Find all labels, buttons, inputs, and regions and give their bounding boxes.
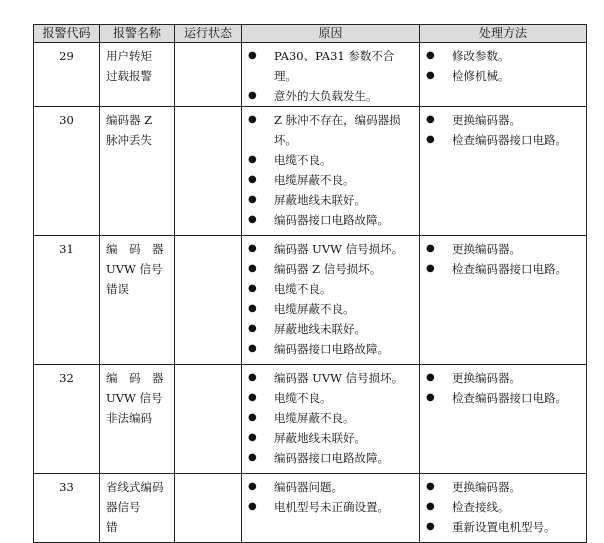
cause-item: ● 编码器接口电路故障。 — [242, 448, 419, 468]
alarm-name-line: 用户转矩 — [106, 49, 152, 63]
cause-item: ● 电缆不良。 — [242, 150, 419, 170]
bullet-icon: ● — [248, 90, 257, 101]
cause-item: ● 屏蔽地线未联好。 — [242, 428, 419, 448]
remedy-cell — [420, 43, 587, 107]
cause-item: ● 电缆屏蔽不良。 — [242, 299, 419, 319]
cause-item: ● 编码器 UVW 信号损坏。 — [242, 239, 419, 259]
remedy-item: ● 更换编码器。 — [420, 477, 586, 497]
cause-item: ● 编码器接口电路故障。 — [242, 210, 419, 230]
bullet-icon: ● — [426, 243, 435, 254]
header-run-state: 运行状态 — [175, 25, 242, 43]
bullet-icon: ● — [248, 114, 257, 125]
bullet-icon: ● — [248, 243, 257, 254]
bullet-icon: ● — [426, 134, 435, 145]
alarm-name-line: 省线式编码 — [106, 480, 164, 494]
alarm-code-cell: 30 — [34, 107, 100, 236]
alarm-code-cell: 33 — [34, 474, 100, 543]
cause-cell — [242, 236, 420, 365]
cause-item: ● 编码器问题。 — [242, 477, 419, 497]
bullet-icon: ● — [426, 372, 435, 383]
cause-item: ● Z 脉冲不存在，编码器损坏。 — [242, 110, 419, 150]
run-state-cell — [175, 107, 242, 236]
alarm-name-line: 过载报警 — [106, 69, 152, 83]
bullet-icon: ● — [248, 174, 257, 185]
cause-item: ● 编码器 Z 信号损坏。 — [242, 259, 419, 279]
remedy-cell — [420, 107, 587, 236]
bullet-icon: ● — [248, 263, 257, 274]
remedy-item: ● 检查接线。 — [420, 497, 586, 517]
bullet-icon: ● — [248, 154, 257, 165]
table-row — [34, 474, 587, 543]
cause-item: ● 电机型号未正确设置。 — [242, 497, 419, 517]
alarm-code-cell: 32 — [34, 365, 100, 474]
remedy-item: ● 更换编码器。 — [420, 110, 586, 130]
cause-item: ● 编码器接口电路故障。 — [242, 339, 419, 359]
cause-cell — [242, 107, 420, 236]
bullet-icon: ● — [248, 372, 257, 383]
bullet-icon: ● — [248, 392, 257, 403]
alarm-name-line: 编码器 Z — [106, 113, 153, 127]
alarm-name-cell — [100, 474, 175, 543]
alarm-name-cell — [100, 107, 175, 236]
cause-item: ● 屏蔽地线未联好。 — [242, 190, 419, 210]
bullet-icon: ● — [248, 481, 257, 492]
cause-cell — [242, 474, 420, 543]
table-row — [34, 236, 587, 365]
bullet-icon: ● — [248, 501, 257, 512]
remedy-cell — [420, 365, 587, 474]
remedy-item: ● 检修机械。 — [420, 66, 586, 86]
bullet-icon: ● — [248, 194, 257, 205]
bullet-icon: ● — [248, 432, 257, 443]
alarm-name-line: 编 码 器 — [106, 371, 164, 385]
bullet-icon: ● — [426, 392, 435, 403]
alarm-name-line: 脉冲丢失 — [106, 133, 152, 147]
cause-item: ● 电缆屏蔽不良。 — [242, 170, 419, 190]
cause-cell — [242, 43, 420, 107]
bullet-icon: ● — [426, 521, 435, 532]
header-alarm-code: 报警代码 — [34, 25, 100, 43]
bullet-icon: ● — [426, 50, 435, 61]
bullet-icon: ● — [248, 283, 257, 294]
alarm-name-cell — [100, 236, 175, 365]
run-state-cell — [175, 474, 242, 543]
run-state-cell — [175, 365, 242, 474]
bullet-icon: ● — [426, 263, 435, 274]
table-row — [34, 43, 587, 107]
bullet-icon: ● — [248, 303, 257, 314]
bullet-icon: ● — [248, 452, 257, 463]
remedy-item: ● 更换编码器。 — [420, 239, 586, 259]
alarm-name-line: 错 — [106, 520, 118, 534]
alarm-name-cell — [100, 365, 175, 474]
alarm-name-line: 非法编码 — [106, 411, 152, 425]
remedy-item: ● 检查编码器接口电路。 — [420, 388, 586, 408]
alarm-table — [33, 24, 587, 543]
bullet-icon: ● — [248, 412, 257, 423]
header-remedy: 处理方法 — [420, 25, 587, 43]
header-alarm-name: 报警名称 — [100, 25, 175, 43]
alarm-name-line: 编 码 器 — [106, 242, 164, 256]
bullet-icon: ● — [426, 501, 435, 512]
alarm-code-cell: 31 — [34, 236, 100, 365]
alarm-name-line: UVW 信号 — [106, 262, 163, 276]
cause-item: ● PA30、PA31 参数不合理。 — [242, 46, 419, 86]
bullet-icon: ● — [426, 114, 435, 125]
run-state-cell — [175, 236, 242, 365]
remedy-item: ● 修改参数。 — [420, 46, 586, 66]
cause-item: ● 电缆屏蔽不良。 — [242, 408, 419, 428]
remedy-item: ● 更换编码器。 — [420, 368, 586, 388]
cause-item: ● 屏蔽地线未联好。 — [242, 319, 419, 339]
bullet-icon: ● — [426, 481, 435, 492]
alarm-name-line: 错误 — [106, 282, 129, 296]
bullet-icon: ● — [248, 50, 257, 61]
cause-item: ● 意外的大负载发生。 — [242, 86, 419, 106]
alarm-name-line: UVW 信号 — [106, 391, 163, 405]
remedy-cell — [420, 474, 587, 543]
bullet-icon: ● — [248, 323, 257, 334]
alarm-name-line: 器信号 — [106, 500, 141, 514]
bullet-icon: ● — [248, 214, 257, 225]
cause-cell — [242, 365, 420, 474]
table-row — [34, 107, 587, 236]
header-row — [34, 25, 587, 43]
table-row — [34, 365, 587, 474]
cause-item: ● 编码器 UVW 信号损坏。 — [242, 368, 419, 388]
alarm-code-cell: 29 — [34, 43, 100, 107]
remedy-item: ● 检查编码器接口电路。 — [420, 130, 586, 150]
alarm-name-cell — [100, 43, 175, 107]
cause-item: ● 电缆不良。 — [242, 279, 419, 299]
remedy-cell — [420, 236, 587, 365]
remedy-item: ● 重新设置电机型号。 — [420, 517, 586, 537]
bullet-icon: ● — [426, 70, 435, 81]
header-cause: 原因 — [242, 25, 420, 43]
run-state-cell — [175, 43, 242, 107]
cause-item: ● 电缆不良。 — [242, 388, 419, 408]
bullet-icon: ● — [248, 343, 257, 354]
remedy-item: ● 检查编码器接口电路。 — [420, 259, 586, 279]
